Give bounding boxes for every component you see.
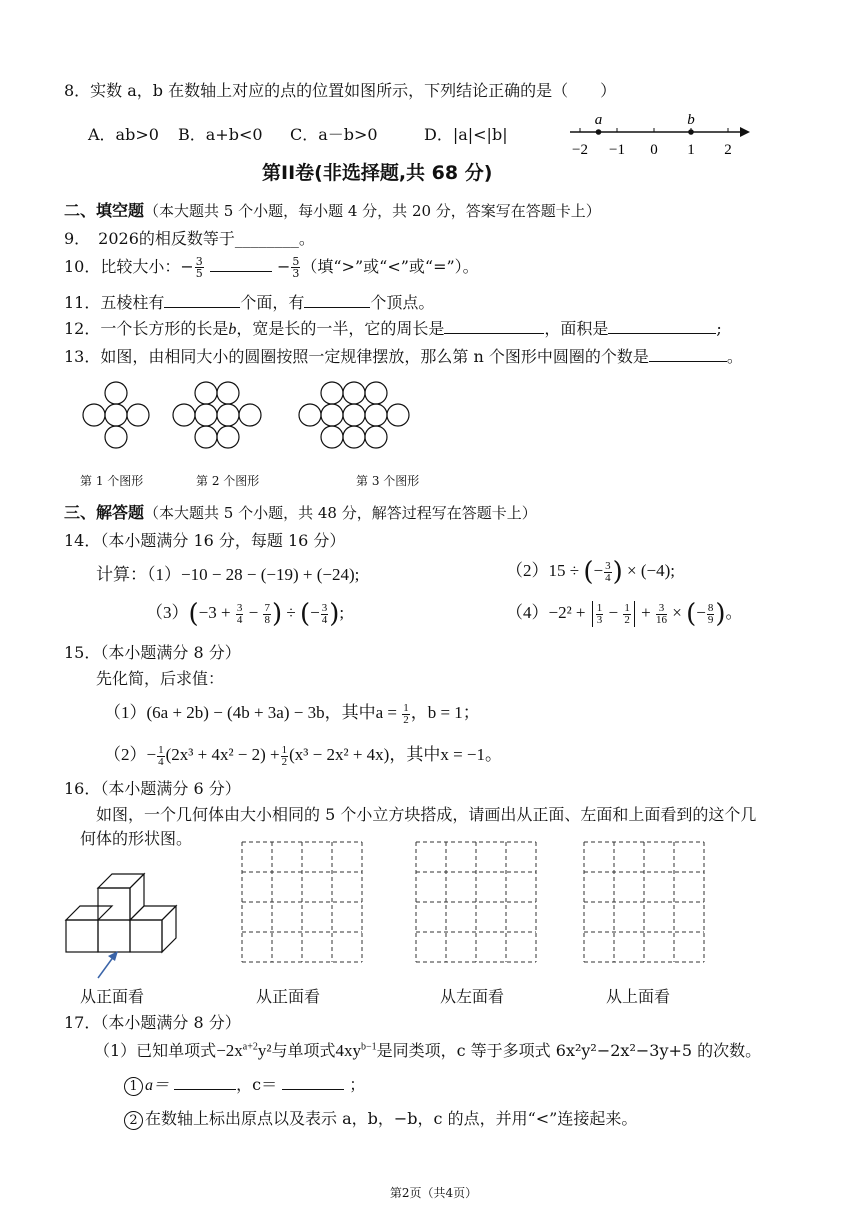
q15-part2: （2）− $\frac{1}{4}$ (2x³ + 4x² − 2) + $\frac{1}{2}$ (x³ − 2x² + 4x)，其中x = −1。: [104, 743, 502, 768]
top-view-label: 从上面看: [606, 987, 671, 1006]
q13: 13．如图，由相同大小的圆圈按照一定规律摆放，那么第 n 个图形中圆圈的个数是 。: [64, 347, 743, 366]
numberline-tick-label: 1: [687, 142, 695, 158]
left-view-grid[interactable]: [414, 840, 538, 964]
q12: 12．一个长方形的长是b，宽是长的一半，它的周长是 ，面积是 ;: [64, 319, 722, 338]
q17-part1: （1）已知单项式$-2x^{a+2}y^2$与单项式$4xy^{b-1}$是同类项，c 等于多项式 6x²y²−2x²−3y+5 的次数。: [94, 1041, 762, 1060]
numberline-point-b-label: b: [687, 112, 695, 128]
figure-caption-2: 第 2 个图形: [196, 474, 260, 488]
numberline-tick-label: −1: [609, 142, 625, 158]
q8-stem: 8．实数 a，b 在数轴上对应的点的位置如图所示，下列结论正确的是（ ）: [64, 81, 617, 100]
section2-heading: 二、填空题: [64, 201, 145, 220]
numberline-tick-label: 0: [650, 142, 658, 158]
numberline-tick-label: −2: [572, 142, 588, 158]
q8-number-line: [570, 108, 750, 158]
figure-caption-3: 第 3 个图形: [356, 474, 420, 488]
q14-header: 14．（本小题满分 16 分，每题 16 分）: [64, 531, 346, 550]
q14-part4: （4）−2² + $\frac{1}{3}$ − $\frac{1}{2}$ + $\frac{3}{16}$ × (− $\frac{8}{9}$ )。: [506, 599, 743, 630]
numberline-point-a: [596, 129, 602, 135]
cube-figure-label: 从正面看: [80, 987, 145, 1006]
q16-line1: 如图，一个几何体由大小相同的 5 个小立方块搭成，请画出从正面、左面和上面看到的这个几: [96, 805, 757, 824]
left-view-label: 从左面看: [440, 987, 505, 1006]
page-footer: 第2页（共4页）: [389, 1186, 478, 1200]
q11: 11．五棱柱有 个面，有 个顶点。: [64, 293, 435, 312]
q8-option-b: B．a+b<0: [178, 125, 263, 144]
q16-cube-figure: [62, 870, 192, 980]
q16-line2: 何体的形状图。: [80, 829, 193, 848]
q16-header: 16．（本小题满分 6 分）: [64, 779, 241, 798]
q14-part2: （2）15 ÷ (− $\frac{3}{4}$ ) × (−4);: [506, 557, 675, 588]
q14-part1: 计算：（1）−10 − 28 − (−19) + (−24);: [96, 565, 360, 584]
q17-header: 17．（本小题满分 8 分）: [64, 1013, 241, 1032]
figure-caption-1: 第 1 个图形: [80, 474, 144, 488]
q8-option-d: D．|a|<|b|: [424, 125, 508, 144]
q17-sub2: 2 在数轴上标出原点以及表示 a，b，−b，c 的点，并用“<”连接起来。: [124, 1106, 637, 1130]
q9: 9． 2026的相反数等于________。: [64, 229, 315, 248]
numberline-point-b: [688, 129, 694, 135]
q15-part1: （1）(6a + 2b) − (4b + 3a) − 3b，其中a = $\frac{1}{2}$ ，b = 1；: [104, 701, 480, 726]
numberline-point-a-label: a: [594, 112, 603, 128]
section2-note: （本大题共 5 个小题，每小题 4 分，共 20 分，答案写在答题卡上）: [144, 202, 601, 220]
front-view-grid[interactable]: [240, 840, 364, 964]
q10: 10．比较大小：− $\frac{3}{5}$ − $\frac{5}{3}$ （填“>”或“<”或“=”）。: [64, 255, 479, 280]
section3-heading: 三、解答题: [64, 503, 145, 522]
numberline-tick-label: 2: [724, 142, 732, 158]
q14-part3: （3）(−3 + $\frac{3}{4}$ − $\frac{7}{8}$ ) ÷ (− $\frac{3}{4}$ );: [146, 599, 345, 630]
q8-option-a: A．ab>0: [88, 125, 159, 144]
q15-intro: 先化简，后求值：: [96, 669, 225, 688]
top-view-grid[interactable]: [582, 840, 706, 964]
q15-header: 15．（本小题满分 8 分）: [64, 643, 241, 662]
q13-circle-figures-2: [80, 380, 480, 456]
q17-sub1: 1 a＝ ，c＝ ；: [124, 1072, 365, 1096]
section3-note: （本大题共 5 个小题，共 48 分，解答过程写在答题卡上）: [144, 504, 537, 522]
q8-option-c: C．a－b>0: [290, 125, 378, 144]
front-view-label: 从正面看: [256, 987, 321, 1006]
part2-title: 第II卷(非选择题,共 68 分): [262, 162, 493, 184]
